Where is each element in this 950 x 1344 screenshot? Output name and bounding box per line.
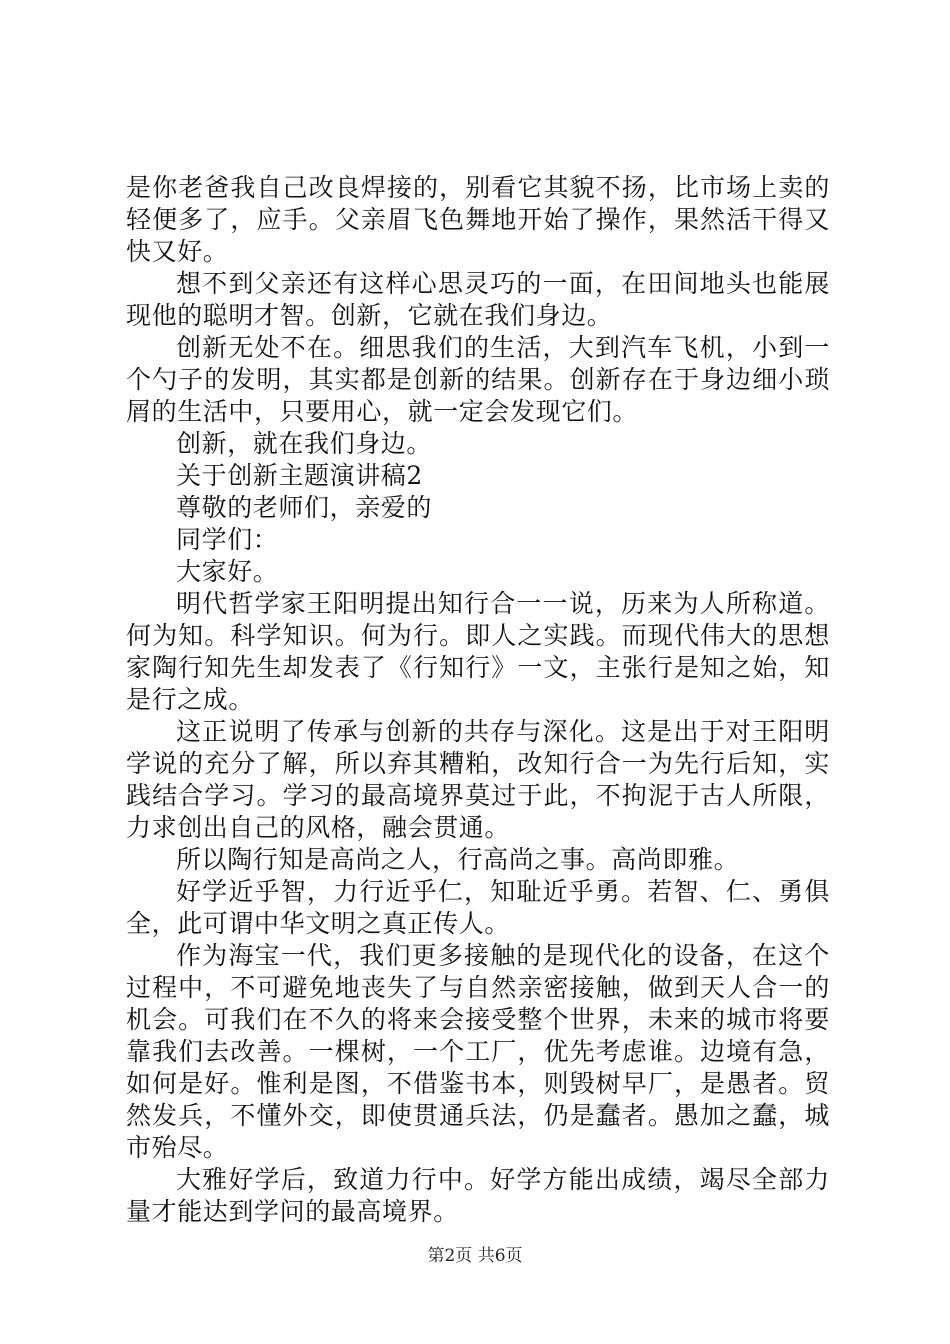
paragraph-12: 好学近乎智，力行近乎仁，知耻近乎勇。若智、仁、勇俱全，此可谓中华文明之真正传人。 [126,877,830,938]
greeting: 大家好。 [176,557,279,586]
paragraph-3: 创新无处不在。细思我们的生活，大到汽车飞机，小到一个勺子的发明，其实都是创新的结果。创新存在于身边细小琐屑的生活中，只要用心，就一定会发现它们。 [126,333,830,426]
section-heading: 关于创新主题演讲稿2 [176,461,423,490]
paragraph-11: 所以陶行知是高尚之人，行高尚之事。高尚即雅。 [176,845,740,874]
paragraph-9: 明代哲学家王阳明提出知行合一一说，历来为人所称道。何为知。科学知识。何为行。即人之实践。而现代伟大的思想家陶行知先生却发表了《行知行》一文，主张行是知之始，知是行之成。 [126,589,830,714]
page-number-footer: 第2页 共6页 [427,1246,523,1266]
paragraph-10: 这正说明了传承与创新的共存与深化。这是出于对王阳明学说的充分了解，所以弃其糟粕，改知行合一为先行后知，实践结合学习。学习的最高境界莫过于此，不拘泥于古人所限，力求创出自己的风格，融会贯通。 [126,717,830,842]
paragraph-13: 作为海宝一代，我们更多接触的是现代化的设备，在这个过程中，不可避免地丧失了与自然亲密接触，做到天人合一的机会。可我们在不久的将来会接受整个世界，未来的城市将要靠我们去改善。一棵树，一个工厂，优先考虑谁。边境有急，如何是好。惟利是图，不借鉴书本，则毁树早厂，是愚者。贸然发兵，不懂外交，即使贯通兵法，仍是蠢者。愚加之蠢，城市殆尽。 [126,941,830,1162]
paragraph-14: 大雅好学后，致道力行中。好学方能出成绩，竭尽全部力量才能达到学问的最高境界。 [126,1165,830,1226]
document-body [126,172,830,1228]
salutation-line-1: 尊敬的老师们，亲爱的 [176,493,433,522]
paragraph-1: 是你老爸我自己改良焊接的，别看它其貌不扬，比市场上卖的轻便多了，应手。父亲眉飞色舞地开始了操作，果然活干得又快又好。 [126,173,830,266]
paragraph-4: 创新，就在我们身边。 [176,429,433,458]
paragraph-2: 想不到父亲还有这样心思灵巧的一面，在田间地头也能展现他的聪明才智。创新，它就在我们身边。 [126,269,830,330]
salutation-line-2: 同学们： [176,525,279,554]
